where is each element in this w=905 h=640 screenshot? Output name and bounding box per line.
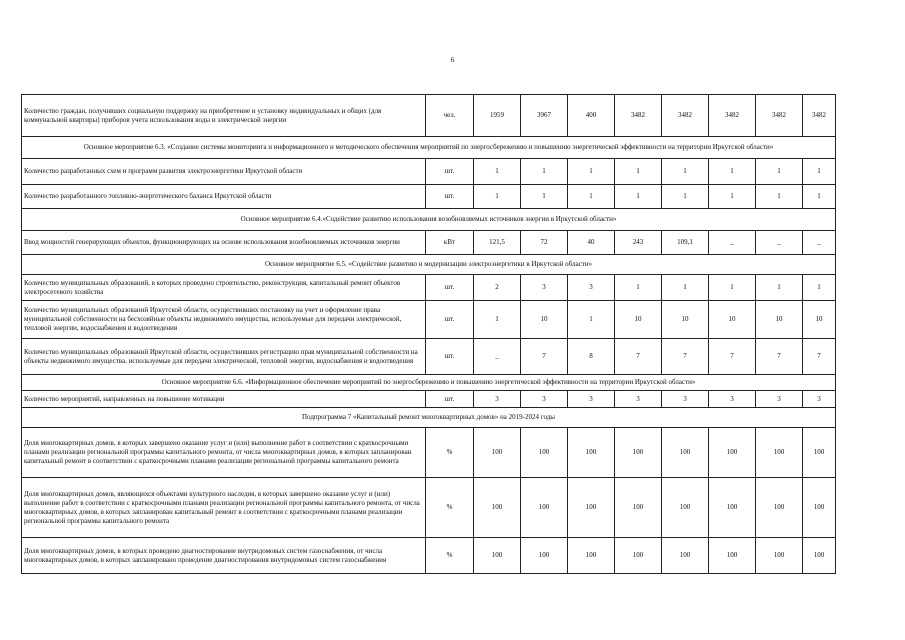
value-cell: _: [474, 339, 521, 375]
value-cell: 100: [615, 428, 662, 478]
unit-cell: шт.: [426, 275, 474, 301]
value-cell: 1: [615, 159, 662, 185]
value-cell: 3482: [709, 95, 756, 137]
value-cell: 8: [568, 339, 615, 375]
value-cell: 7: [521, 339, 568, 375]
value-cell: 7: [709, 339, 756, 375]
value-cell: _: [709, 231, 756, 255]
value-cell: 1959: [474, 95, 521, 137]
value-cell: 3967: [521, 95, 568, 137]
value-cell: 1: [521, 159, 568, 185]
table-row: [22, 301, 836, 339]
value-cell: 100: [521, 538, 568, 574]
table-row: [22, 275, 836, 301]
table-row: [22, 538, 836, 574]
value-cell: 100: [615, 538, 662, 574]
value-cell: 7: [662, 339, 709, 375]
value-cell: 100: [756, 428, 803, 478]
value-cell: 7: [756, 339, 803, 375]
value-cell: 1: [709, 185, 756, 209]
value-cell: 1: [474, 301, 521, 339]
value-cell: 1: [756, 275, 803, 301]
value-cell: 100: [803, 478, 836, 538]
value-cell: 1: [709, 159, 756, 185]
value-cell: 3: [568, 391, 615, 408]
value-cell: 7: [803, 339, 836, 375]
indicator-name: Доля многоквартирных домов, являющихся объектами культурного наследия, в которых завершено оказание услуг и (или) выполнение работ в соответствии с краткосрочными планами реализации региональной программы капитального ремонта, от числа многоквартирных домов, в которых запланирован капитальный ремонт в соответствии с краткосрочными планами реализации региональной программы капитального ремонта: [22, 478, 426, 538]
indicator-name: Ввод мощностей генерирующих объектов, функционирующих на основе использования возобновляемых источников энергии: [22, 231, 426, 255]
value-cell: 72: [521, 231, 568, 255]
value-cell: 1: [662, 185, 709, 209]
value-cell: 10: [615, 301, 662, 339]
indicators-table: [21, 94, 836, 574]
section-title: Основное мероприятие 6.6. «Информационное обеспечение мероприятий по энергосбережению и повышению энергетической эффективности на территории Иркутской области»: [22, 375, 836, 391]
table-row: [22, 159, 836, 185]
value-cell: 3: [756, 391, 803, 408]
value-cell: 3: [803, 391, 836, 408]
value-cell: 400: [568, 95, 615, 137]
value-cell: 3: [709, 391, 756, 408]
value-cell: 10: [709, 301, 756, 339]
value-cell: 100: [474, 478, 521, 538]
value-cell: 100: [756, 478, 803, 538]
section-header-row: [22, 209, 836, 231]
value-cell: 3: [615, 391, 662, 408]
table-row: [22, 478, 836, 538]
unit-cell: шт.: [426, 301, 474, 339]
section-header-row: [22, 408, 836, 428]
unit-cell: чел.: [426, 95, 474, 137]
value-cell: 1: [521, 185, 568, 209]
value-cell: 1: [803, 159, 836, 185]
value-cell: 3: [521, 391, 568, 408]
value-cell: 1: [756, 159, 803, 185]
value-cell: 1: [803, 275, 836, 301]
value-cell: 100: [709, 478, 756, 538]
section-title: Подпрограмма 7 «Капитальный ремонт многоквартирных домов» на 2019-2024 годы: [22, 408, 836, 428]
value-cell: 1: [474, 159, 521, 185]
value-cell: 1: [615, 275, 662, 301]
value-cell: _: [756, 231, 803, 255]
indicator-name: Доля многоквартирных домов, в которых проведено диагностирование внутридомовых систем газоснабжения, от числа многоквартирных домов, в которых запланировано проведение диагностирования внутридомовых систем газоснабжения: [22, 538, 426, 574]
value-cell: 10: [756, 301, 803, 339]
table-row: [22, 95, 836, 137]
value-cell: 3482: [662, 95, 709, 137]
value-cell: 100: [568, 428, 615, 478]
value-cell: 3: [521, 275, 568, 301]
indicator-name: Количество муниципальных образований Иркутской области, осуществивших постановку на учет и оформление права муниципальной собственности на бесхозяйные объекты недвижимого имущества, используемые для передачи электрической, тепловой энергии, водоснабжения и водоотведения: [22, 301, 426, 339]
indicator-name: Количество мероприятий, направленных на повышение мотивации: [22, 391, 426, 408]
value-cell: 1: [756, 185, 803, 209]
value-cell: 2: [474, 275, 521, 301]
value-cell: 1: [474, 185, 521, 209]
indicator-name: Количество муниципальных образований Иркутской области, осуществивших регистрацию прав муниципальной собственности на объекты недвижимого имущества, используемые для передачи электрической, тепловой энергии, водоснабжения и водоотведения: [22, 339, 426, 375]
value-cell: 100: [709, 428, 756, 478]
unit-cell: кВт: [426, 231, 474, 255]
table-row: [22, 185, 836, 209]
value-cell: 1: [568, 301, 615, 339]
value-cell: 40: [568, 231, 615, 255]
unit-cell: шт.: [426, 185, 474, 209]
value-cell: 1: [662, 275, 709, 301]
value-cell: 100: [615, 478, 662, 538]
indicator-name: Количество муниципальных образований, в которых проведено строительство, реконструкция, капитальный ремонт объектов электросетевого хозяйства: [22, 275, 426, 301]
unit-cell: шт.: [426, 391, 474, 408]
value-cell: 121,5: [474, 231, 521, 255]
value-cell: 10: [662, 301, 709, 339]
unit-cell: шт.: [426, 339, 474, 375]
value-cell: 3482: [756, 95, 803, 137]
table-row: [22, 339, 836, 375]
indicator-name: Количество разработанных схем и программ развития электроэнергетики Иркутской области: [22, 159, 426, 185]
value-cell: 100: [474, 538, 521, 574]
indicator-name: Количество разработанного топливно-энергетического баланса Иркутской области: [22, 185, 426, 209]
section-header-row: [22, 137, 836, 159]
value-cell: 100: [474, 428, 521, 478]
value-cell: 100: [568, 538, 615, 574]
value-cell: 3: [662, 391, 709, 408]
value-cell: 109,1: [662, 231, 709, 255]
value-cell: 10: [803, 301, 836, 339]
indicator-name: Количество граждан, получивших социальную поддержку на приобретение и установку индивидуальных и общих (для коммунальной квартиры) приборов учета использования воды и электрической энергии: [22, 95, 426, 137]
value-cell: 1: [568, 185, 615, 209]
value-cell: 1: [803, 185, 836, 209]
page-number: 6: [450, 56, 455, 64]
table-row: [22, 428, 836, 478]
value-cell: 1: [568, 159, 615, 185]
value-cell: 3: [474, 391, 521, 408]
value-cell: 1: [709, 275, 756, 301]
section-title: Основное мероприятие 6.3. «Создание системы мониторинга и информационного и методического обеспечения мероприятий по энергосбережению и повышению энергетической эффективности на территории Иркутской области»: [22, 137, 836, 159]
value-cell: 1: [615, 185, 662, 209]
section-title: Основное мероприятие 6.4.«Содействие развитию использования возобновляемых источников энергии в Иркутской области»: [22, 209, 836, 231]
value-cell: _: [803, 231, 836, 255]
section-title: Основное мероприятие 6.5. «Содействие развитию и модернизации электроэнергетики в Иркутской области»: [22, 255, 836, 275]
value-cell: 100: [803, 428, 836, 478]
value-cell: 1: [662, 159, 709, 185]
unit-cell: %: [426, 428, 474, 478]
value-cell: 243: [615, 231, 662, 255]
value-cell: 3482: [615, 95, 662, 137]
value-cell: 100: [568, 478, 615, 538]
value-cell: 100: [662, 478, 709, 538]
value-cell: 7: [615, 339, 662, 375]
value-cell: 10: [521, 301, 568, 339]
section-header-row: [22, 375, 836, 391]
value-cell: 3: [568, 275, 615, 301]
table-row: [22, 391, 836, 408]
table-row: [22, 231, 836, 255]
value-cell: 100: [521, 428, 568, 478]
indicator-name: Доля многоквартирных домов, в которых завершено оказание услуг и (или) выполнение работ в соответствии с краткосрочными планами реализации региональной программы капитального ремонта, от числа многоквартирных домов, в которых запланирован капитальный ремонт в соответствии с краткосрочными планами реализации региональной программы капитального ремонта: [22, 428, 426, 478]
value-cell: 100: [521, 478, 568, 538]
unit-cell: %: [426, 538, 474, 574]
unit-cell: %: [426, 478, 474, 538]
value-cell: 100: [662, 538, 709, 574]
value-cell: 100: [756, 538, 803, 574]
value-cell: 100: [803, 538, 836, 574]
value-cell: 3482: [803, 95, 836, 137]
value-cell: 100: [709, 538, 756, 574]
section-header-row: [22, 255, 836, 275]
value-cell: 100: [662, 428, 709, 478]
unit-cell: шт.: [426, 159, 474, 185]
